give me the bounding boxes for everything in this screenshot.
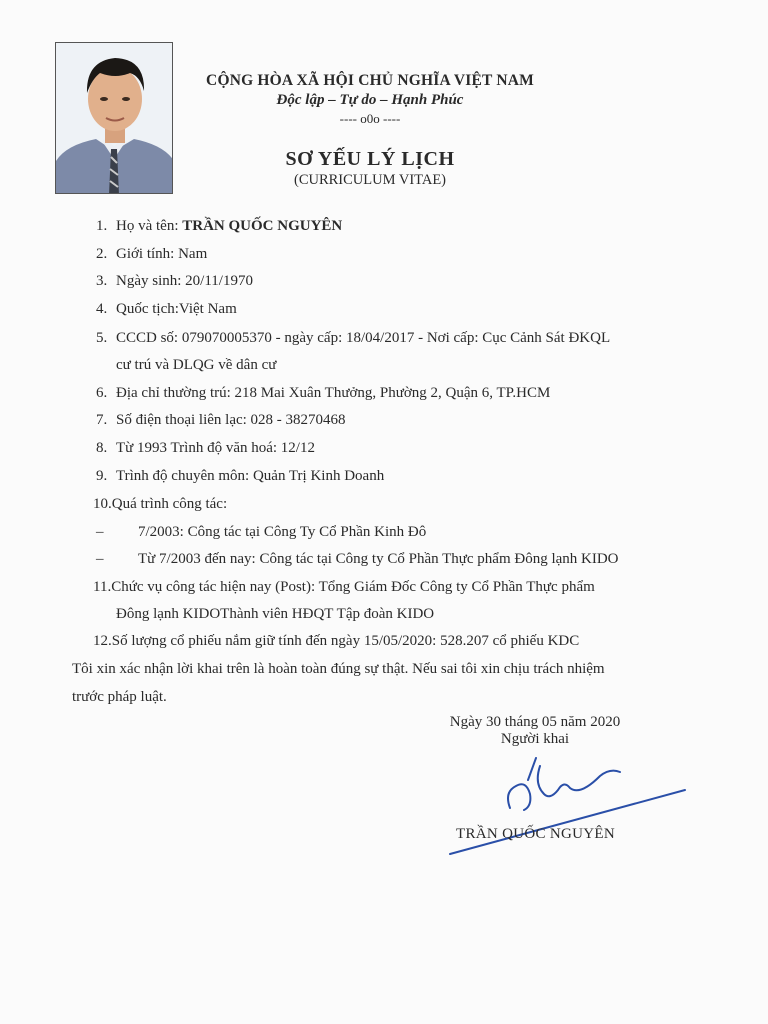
item-qualification: 9. Trình độ chuyên môn: Quản Trị Kinh Doanh — [96, 468, 385, 484]
handwritten-signature — [440, 750, 690, 865]
declaration-line-2: trước pháp luật. — [72, 689, 167, 705]
document-title — [175, 148, 565, 189]
item-full-name: 1. Họ và tên: TRẦN QUỐC NGUYÊN — [96, 218, 343, 234]
full-name-value: TRẦN QUỐC NGUYÊN — [182, 218, 343, 234]
item-education: 8. Từ 1993 Trình độ văn hoá: 12/12 — [96, 440, 315, 456]
portrait-photo — [55, 42, 173, 194]
declaration-line-1: Tôi xin xác nhận lời khai trên là hoàn toàn đúng sự thật. Nếu sai tôi xin chịu trách nhiệm — [72, 661, 605, 677]
work-entry-1-dash: – — [96, 524, 104, 540]
portrait-image — [56, 43, 173, 194]
item-birth-date: 3. Ngày sinh: 20/11/1970 — [96, 273, 253, 289]
country-name: CỘNG HÒA XÃ HỘI CHỦ NGHĨA VIỆT NAM — [206, 72, 534, 89]
item-current-position: 11.Chức vụ công tác hiện nay (Post): Tổng Giám Đốc Công ty Cổ Phần Thực phẩm — [93, 579, 595, 595]
item-current-position-continued: Đông lạnh KIDOThành viên HĐQT Tập đoàn KIDO — [116, 606, 435, 622]
work-entry-2: Từ 7/2003 đến nay: Công tác tại Công ty Cổ Phần Thực phẩm Đông lạnh KIDO — [138, 551, 619, 567]
work-entry-1: 7/2003: Công tác tại Công Ty Cổ Phần Kinh Đô — [138, 524, 427, 540]
item-address: 6. Địa chỉ thường trú: 218 Mai Xuân Thưởng, Phường 2, Quận 6, TP.HCM — [96, 385, 551, 401]
header-separator: ---- o0o ---- — [339, 111, 401, 126]
work-entry-2-dash: – — [96, 551, 104, 567]
signer-role: Người khai — [500, 731, 570, 747]
signer-name: TRẦN QUỐC NGUYÊN — [456, 826, 615, 842]
item-id-card: 5. CCCD số: 079070005370 - ngày cấp: 18/04/2017 - Nơi cấp: Cục Cảnh Sát ĐKQL — [96, 330, 611, 346]
title-sub: (CURRICULUM VITAE) — [293, 172, 447, 188]
item-id-card-continued: cư trú và DLQG về dân cư — [116, 357, 277, 373]
signing-date: Ngày 30 tháng 05 năm 2020 — [449, 714, 621, 730]
title-main: SƠ YẾU LÝ LỊCH — [285, 148, 455, 170]
item-phone: 7. Số điện thoại liên lạc: 028 - 38270468 — [96, 412, 346, 428]
item-gender: 2. Giới tính: Nam — [96, 246, 208, 262]
item-shares: 12.Số lượng cổ phiếu nắm giữ tính đến ngày 15/05/2020: 528.207 cổ phiếu KDC — [93, 633, 580, 649]
signature-block — [420, 714, 650, 748]
item-work-history: 10.Quá trình công tác: — [93, 496, 228, 512]
item-nationality: 4. Quốc tịch:Việt Nam — [96, 301, 237, 317]
national-motto: Độc lập – Tự do – Hạnh Phúc — [276, 92, 464, 108]
national-header — [175, 72, 565, 127]
